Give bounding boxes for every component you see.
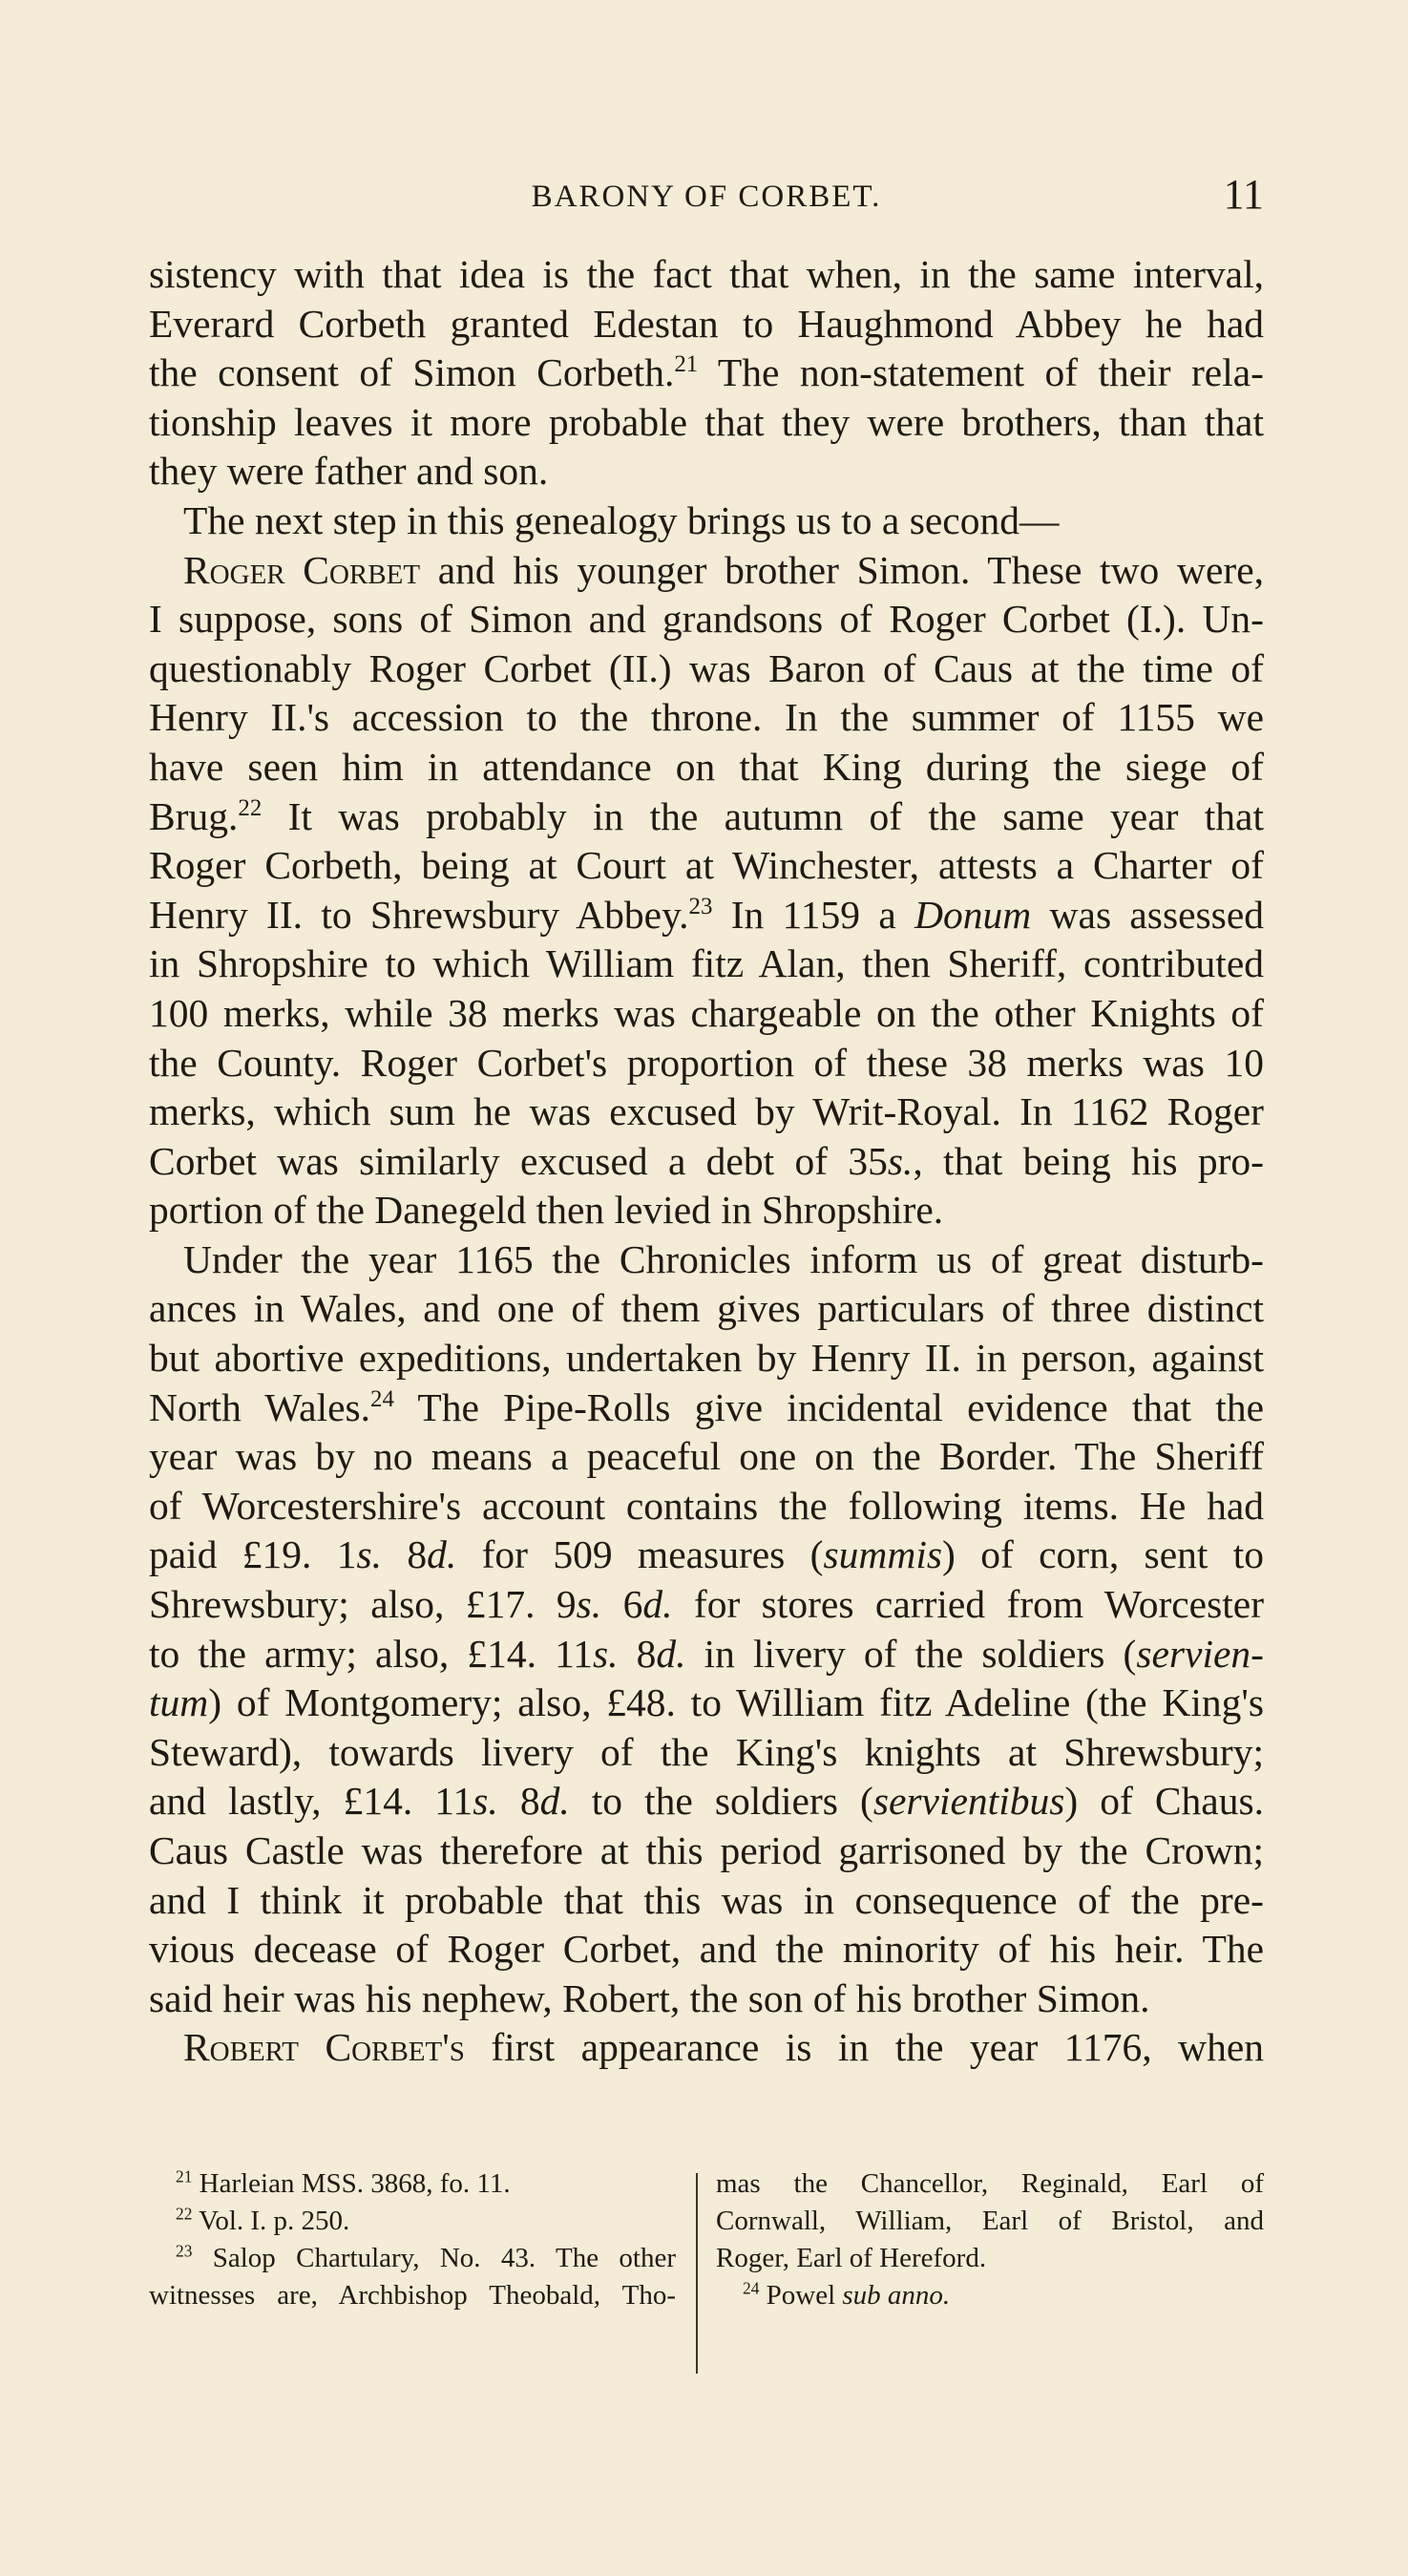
body-line [149, 1039, 1264, 1088]
body-line [149, 348, 1264, 398]
running-title: BARONY OF CORBET. [531, 179, 882, 214]
footnote-line [716, 2240, 1264, 2277]
footnote-line [149, 2240, 676, 2277]
text-run: I suppose, sons of Simon and grandsons of Roger Corbet (I.). Un- [149, 597, 1264, 642]
italic-text: d. [642, 1582, 673, 1627]
footnote-reference: 21 [176, 2166, 193, 2186]
body-line [149, 2023, 1264, 2073]
footnote-line [716, 2277, 1264, 2314]
footnote-reference: 22 [176, 2204, 193, 2224]
text-run: Cornwall, William, Earl of Bristol, and [716, 2206, 1264, 2236]
italic-text: s. [887, 1138, 914, 1183]
page-header [149, 170, 1264, 227]
body-line [149, 1482, 1264, 1531]
text-run: first appearance is in the year 1176, when [464, 2025, 1265, 2070]
text-run: witnesses are, Archbishop Theobald, Tho- [149, 2280, 676, 2311]
text-run: mas the Chancellor, Reginald, Earl of [716, 2168, 1264, 2199]
text-run: In 1159 a [712, 892, 915, 937]
text-run: the consent of Simon Corbeth. [149, 350, 675, 395]
body-line [149, 1186, 1264, 1235]
text-run: questionably Roger Corbet (II.) was Baron of Caus at the time of [149, 645, 1264, 690]
footnote-reference: 21 [674, 351, 699, 378]
body-line [149, 447, 1264, 496]
text-run: , that being his pro- [913, 1138, 1264, 1183]
text-run: Everard Corbeth granted Edestan to Haughmond Abbey he had [149, 301, 1264, 346]
text-run: the County. Roger Corbet's proportion of these 38 merks was 10 [149, 1040, 1264, 1085]
italic-text: servien- [1136, 1631, 1264, 1676]
text-run: for 509 measures ( [456, 1532, 824, 1577]
text-run: 8 [497, 1779, 540, 1824]
text-run: ) of Montgomery; also, £48. to William fitz Adeline (the King's [208, 1680, 1264, 1725]
text-run: vious decease of Roger Corbet, and the minority of his heir. The [149, 1927, 1264, 1972]
text-run: Henry II. to Shrewsbury Abbey. [149, 892, 689, 937]
text-run: Henry II.'s accession to the throne. In the summer of 1155 we [149, 695, 1264, 740]
italic-text: s. [576, 1582, 602, 1627]
footnote-line [716, 2165, 1264, 2203]
text-run: year was by no means a peaceful one on the Border. The Sheriff [149, 1434, 1264, 1479]
text-run: Brug. [149, 793, 239, 838]
text-run: and his younger brother Simon. These two were, [420, 547, 1264, 592]
body-line [149, 1235, 1264, 1285]
footnote-line [716, 2203, 1264, 2240]
body-line [149, 496, 1264, 546]
italic-text: servientibus [872, 1779, 1065, 1824]
text-run: have seen him in attendance on that King during the siege of [149, 744, 1264, 789]
text-run: ) of corn, sent to [942, 1532, 1265, 1577]
body-line [149, 1531, 1264, 1580]
footnote-line [149, 2277, 676, 2314]
text-run: and lastly, £14. 11 [149, 1779, 473, 1824]
text-run: paid £19. 1 [149, 1532, 357, 1577]
body-line [149, 1777, 1264, 1826]
italic-text: d. [656, 1631, 686, 1676]
text-run: Harleian MSS. 3868, fo. 11. [192, 2168, 511, 2199]
text-run: merks, which sum he was excused by Writ-Royal. In 1162 Roger [149, 1089, 1264, 1134]
text-run: they were father and son. [149, 449, 549, 494]
italic-text: d. [539, 1779, 570, 1824]
text-run: The Pipe-Rolls give incidental evidence that the [393, 1384, 1265, 1429]
body-line [149, 1876, 1264, 1926]
text-run: sistency with that idea is the fact that when, in the same interval, [149, 252, 1264, 296]
body-line [149, 1383, 1264, 1433]
text-run: Caus Castle was therefore at this period garrisoned by the Crown; [149, 1828, 1264, 1872]
body-line [149, 1432, 1264, 1482]
text-run: It was probably in the autumn of the same year that [262, 793, 1264, 838]
text-run: North Wales. [149, 1384, 371, 1429]
page-number: 11 [1223, 171, 1264, 218]
footnote-reference: 23 [688, 893, 713, 919]
text-run: of Worcestershire's account contains the following items. He had [149, 1483, 1264, 1528]
footnote-reference: 24 [743, 2278, 760, 2298]
footnotes-right-column [716, 2165, 1264, 2314]
text-run: to the soldiers ( [569, 1779, 873, 1824]
text-run: ances in Wales, and one of them gives particulars of three distinct [149, 1286, 1264, 1331]
text-run: 6 [601, 1582, 643, 1627]
text-run: tionship leaves it more probable that they were brothers, than that [149, 399, 1264, 444]
body-line [149, 1284, 1264, 1334]
text-run: portion of the Danegeld then levied in Shropshire. [149, 1188, 944, 1233]
body-line [149, 891, 1264, 940]
text-run: 8 [382, 1532, 428, 1577]
footnote-reference: 23 [176, 2241, 193, 2261]
body-line [149, 1087, 1264, 1137]
italic-text: sub anno. [842, 2280, 951, 2311]
body-line [149, 1334, 1264, 1383]
text-run: said heir was his nephew, Robert, the son of his brother Simon. [149, 1975, 1150, 2020]
body-line [149, 940, 1264, 989]
text-run: 8 [618, 1631, 657, 1676]
body-line [149, 1580, 1264, 1630]
footnote-line [149, 2165, 676, 2203]
body-line [149, 398, 1264, 448]
text-run: in Shropshire to which William fitz Alan, then Sheriff, contributed [149, 941, 1264, 986]
small-caps-name: Roger Corbet [183, 547, 421, 592]
body-line [149, 644, 1264, 694]
footnote-reference: 24 [370, 1385, 394, 1412]
text-run: Under the year 1165 the Chronicles inform us of great disturb- [183, 1236, 1264, 1281]
body-line [149, 546, 1264, 596]
text-run: The non-statement of their rela- [698, 350, 1264, 395]
italic-text: s. [473, 1779, 498, 1824]
footnote-reference: 22 [238, 794, 263, 821]
text-run: was assessed [1031, 892, 1264, 937]
body-line [149, 989, 1264, 1039]
text-run: Vol. I. p. 250. [192, 2206, 350, 2236]
text-run: Corbet was similarly excused a debt of 35 [149, 1138, 888, 1183]
small-caps-name: Robert Corbet's [183, 2025, 465, 2070]
text-run: The next step in this genealogy brings us to a second— [183, 497, 1060, 542]
body-line [149, 1630, 1264, 1679]
text-run: and I think it probable that this was in consequence of the pre- [149, 1877, 1264, 1922]
text-run: Shrewsbury; also, £17. 9 [149, 1582, 577, 1627]
body-line [149, 792, 1264, 842]
body-line [149, 250, 1264, 300]
italic-text: tum [149, 1680, 209, 1725]
body-line [149, 595, 1264, 644]
text-run: for stores carried from Worcester [672, 1582, 1265, 1627]
text-run: to the army; also, £14. 11 [149, 1631, 594, 1676]
body-text [149, 250, 1264, 2073]
italic-text: Donum [914, 892, 1032, 937]
body-line [149, 1728, 1264, 1778]
italic-text: s. [356, 1532, 383, 1577]
italic-text: s. [593, 1631, 619, 1676]
body-line [149, 1679, 1264, 1728]
body-line [149, 1974, 1264, 2024]
text-run: Powel [759, 2280, 843, 2311]
text-run: 100 merks, while 38 merks was chargeable on the other Knights of [149, 990, 1264, 1035]
footnotes-left-column [149, 2165, 676, 2314]
italic-text: summis [823, 1532, 943, 1577]
text-run: Salop Chartulary, No. 43. The other [192, 2243, 676, 2273]
text-run: in livery of the soldiers ( [685, 1631, 1137, 1676]
body-line [149, 841, 1264, 891]
text-run: Roger, Earl of Hereford. [716, 2243, 987, 2273]
text-run: Steward), towards livery of the King's knights at Shrewsbury; [149, 1729, 1264, 1774]
text-run: Roger Corbeth, being at Court at Winchester, attests a Charter of [149, 843, 1264, 888]
italic-text: d. [427, 1532, 457, 1577]
footnote-line [149, 2203, 676, 2240]
text-run: but abortive expeditions, undertaken by Henry II. in person, against [149, 1336, 1264, 1381]
body-line [149, 693, 1264, 743]
text-run: ) of Chaus. [1064, 1779, 1265, 1824]
body-line [149, 1826, 1264, 1876]
body-line [149, 1137, 1264, 1187]
footnote-column-divider [696, 2173, 698, 2374]
body-line [149, 743, 1264, 792]
body-line [149, 1925, 1264, 1974]
footnotes [149, 2165, 1264, 2385]
body-line [149, 300, 1264, 349]
